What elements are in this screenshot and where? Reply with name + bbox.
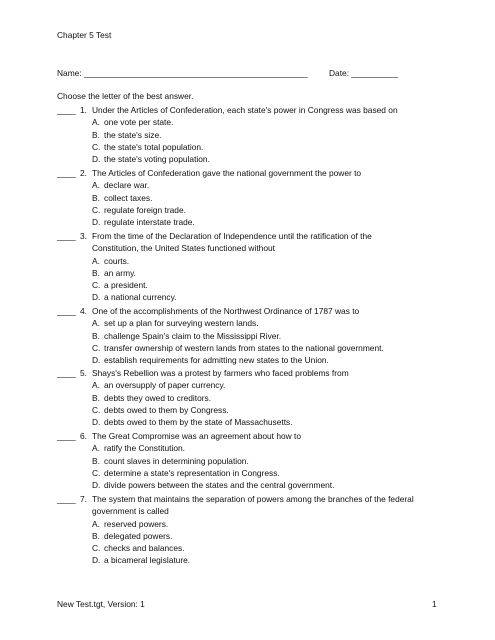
option-letter: D. <box>92 217 101 228</box>
option-letter: A. <box>92 518 100 529</box>
answer-option <box>57 116 457 128</box>
option-text: count slaves in determining population. <box>104 455 249 466</box>
option-letter: B. <box>92 192 100 203</box>
option-letter: A. <box>92 117 100 128</box>
question-2 <box>57 167 457 228</box>
option-text: debts owed to them by the state of Massachusetts. <box>104 417 293 428</box>
option-letter: C. <box>92 342 101 353</box>
option-letter: A. <box>92 380 100 391</box>
option-letter: B. <box>92 455 100 466</box>
option-letter: B. <box>92 129 100 140</box>
option-letter: D. <box>92 555 101 566</box>
question-stem: The system that maintains the separation of powers among the branches of the federal <box>92 494 414 504</box>
option-letter: D. <box>92 480 101 491</box>
option-text: divide powers between the states and the central government. <box>104 480 335 491</box>
question-stem: Shays's Rebellion was a protest by farmers who faced problems from <box>92 368 349 378</box>
page-title: Chapter 5 Test <box>57 30 112 40</box>
option-text: checks and balances. <box>104 543 185 554</box>
option-letter: B. <box>92 330 100 341</box>
question-number: 3. <box>80 231 87 241</box>
question-number: 6. <box>80 431 87 441</box>
option-letter: D. <box>92 154 101 165</box>
answer-blank: ____ <box>57 431 76 441</box>
question-stem-line <box>57 367 457 379</box>
option-text: an oversupply of paper currency. <box>104 380 226 391</box>
answer-blank: ____ <box>57 231 76 241</box>
answer-blank: ____ <box>57 306 76 316</box>
question-stem-line <box>57 167 457 179</box>
answer-option <box>57 354 457 366</box>
answer-option <box>57 416 457 428</box>
question-number: 1. <box>80 105 87 115</box>
option-text: declare war. <box>104 180 150 191</box>
footer-file-label: New Test.tgt, Version: 1 <box>57 599 145 609</box>
question-6 <box>57 430 457 491</box>
answer-blank: ____ <box>57 105 76 115</box>
question-4 <box>57 305 457 366</box>
answer-option <box>57 129 457 141</box>
option-text: set up a plan for surveying western lands. <box>104 318 259 329</box>
question-3 <box>57 230 457 304</box>
option-text: the state's size. <box>104 129 162 140</box>
option-letter: C. <box>92 280 101 291</box>
answer-option <box>57 442 457 454</box>
option-text: determine a state's representation in Congress. <box>104 467 280 478</box>
option-letter: D. <box>92 417 101 428</box>
option-letter: D. <box>92 355 101 366</box>
option-text: reserved powers. <box>104 518 169 529</box>
answer-option <box>57 279 457 291</box>
option-text: courts. <box>104 255 130 266</box>
answer-option <box>57 479 457 491</box>
option-letter: C. <box>92 543 101 554</box>
option-text: debts they owed to creditors. <box>104 392 212 403</box>
answer-option <box>57 530 457 542</box>
answer-option <box>57 455 457 467</box>
option-letter: B. <box>92 267 100 278</box>
answer-option <box>57 255 457 267</box>
answer-option <box>57 330 457 342</box>
option-text: a president. <box>104 280 148 291</box>
question-stem-line <box>57 104 457 116</box>
question-stem: The Great Compromise was an agreement about how to <box>92 431 302 441</box>
instructions: Choose the letter of the best answer. <box>57 91 194 101</box>
answer-blank: ____ <box>57 368 76 378</box>
answer-option <box>57 153 457 165</box>
answer-option <box>57 179 457 191</box>
option-text: collect taxes. <box>104 192 153 203</box>
question-stem-line <box>57 230 457 242</box>
option-letter: C. <box>92 204 101 215</box>
option-text: regulate foreign trade. <box>104 204 186 215</box>
name-field-line: Name: ________________________________________________ <box>57 68 308 78</box>
option-letter: B. <box>92 392 100 403</box>
question-stem-continued: Constitution, the United States functioned without <box>92 243 275 254</box>
question-7 <box>57 493 457 567</box>
question-stem-line <box>57 430 457 442</box>
option-text: regulate interstate trade. <box>104 217 195 228</box>
question-stem: From the time of the Declaration of Independence until the ratification of the <box>92 231 372 241</box>
option-text: an army. <box>104 267 136 278</box>
option-text: debts owed to them by Congress. <box>104 404 229 415</box>
question-stem-line <box>57 305 457 317</box>
answer-option <box>57 291 457 303</box>
option-letter: A. <box>92 318 100 329</box>
answer-option <box>57 216 457 228</box>
answer-option <box>57 518 457 530</box>
option-text: the state's total population. <box>104 141 204 152</box>
answer-option <box>57 542 457 554</box>
date-field-line: Date: __________ <box>329 68 398 78</box>
answer-blank: ____ <box>57 494 76 504</box>
question-stem-continued: government is called <box>92 506 169 517</box>
option-letter: C. <box>92 404 101 415</box>
answer-option <box>57 267 457 279</box>
option-letter: A. <box>92 255 100 266</box>
answer-option <box>57 204 457 216</box>
option-letter: C. <box>92 141 101 152</box>
answer-option <box>57 467 457 479</box>
question-stem: Under the Articles of Confederation, each state's power in Congress was based on <box>92 105 398 115</box>
answer-option <box>57 379 457 391</box>
answer-blank: ____ <box>57 168 76 178</box>
question-number: 7. <box>80 494 87 504</box>
footer-page-number: 1 <box>432 599 437 609</box>
question-stem-line <box>57 493 457 505</box>
answer-option <box>57 404 457 416</box>
option-text: the state's voting population. <box>104 154 210 165</box>
answer-option <box>57 342 457 354</box>
option-text: establish requirements for admitting new states to the Union. <box>104 355 329 366</box>
option-text: delegated powers. <box>104 530 173 541</box>
option-letter: A. <box>92 443 100 454</box>
answer-option <box>57 554 457 566</box>
answer-option <box>57 392 457 404</box>
option-letter: B. <box>92 530 100 541</box>
question-stem: One of the accomplishments of the Northwest Ordinance of 1787 was to <box>92 306 360 316</box>
answer-option <box>57 141 457 153</box>
option-text: challenge Spain's claim to the Mississippi River. <box>104 330 282 341</box>
option-text: ratify the Constitution. <box>104 443 185 454</box>
option-text: a national currency. <box>104 292 177 303</box>
option-letter: A. <box>92 180 100 191</box>
question-number: 5. <box>80 368 87 378</box>
option-letter: C. <box>92 467 101 478</box>
option-text: one vote per state. <box>104 117 174 128</box>
question-number: 2. <box>80 168 87 178</box>
question-5 <box>57 367 457 428</box>
answer-option <box>57 192 457 204</box>
answer-option <box>57 317 457 329</box>
question-number: 4. <box>80 306 87 316</box>
question-stem: The Articles of Confederation gave the national government the power to <box>92 168 362 178</box>
option-text: transfer ownership of western lands from states to the national government. <box>104 342 384 353</box>
option-text: a bicameral legislature. <box>104 555 191 566</box>
question-1 <box>57 104 457 165</box>
option-letter: D. <box>92 292 101 303</box>
